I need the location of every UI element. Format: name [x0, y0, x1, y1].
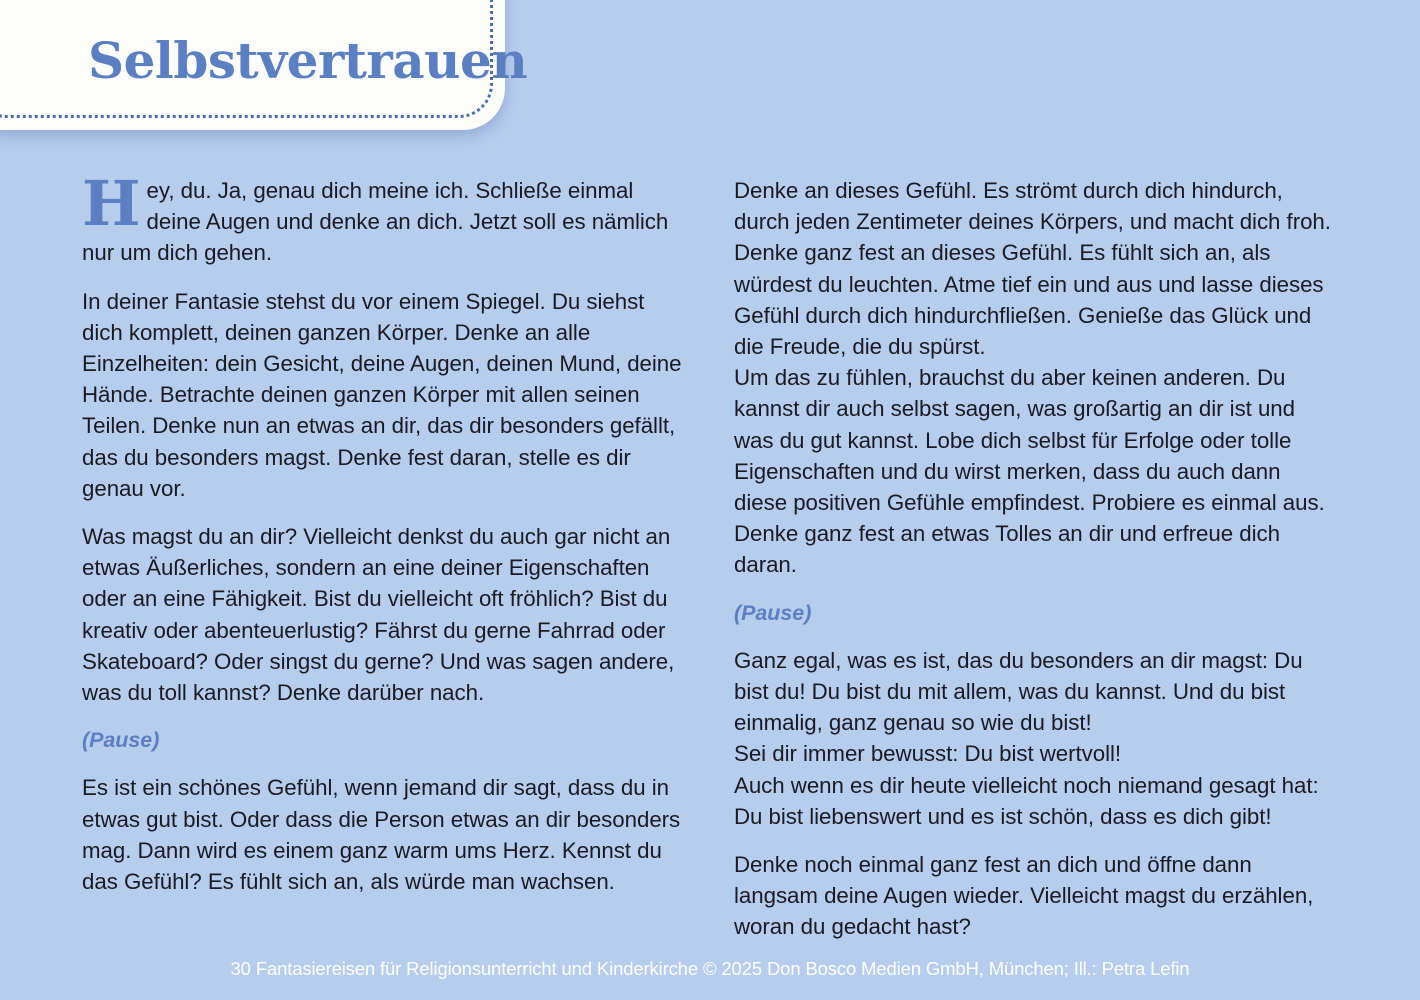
left-column [82, 167, 686, 914]
paragraph-text: ey, du. Ja, genau dich meine ich. Schließe einmal deine Augen und denke an dich. Jetzt soll es nämlich nur um dich gehen. [82, 178, 669, 266]
paragraph-qualities: Was magst du an dir? Vielleicht denkst du auch gar nicht an etwas Äußerliches, sondern an eine deiner Eigenschaften oder an eine Fähigkeit. Bist du vielleicht oft fröhlich? Bist du kreativ oder abenteuerlustig? Fährst du gerne Fahrrad oder Skateboard? Oder singst du gerne? Und was sagen andere, was du toll kannst? Denke darüber nach. [82, 524, 675, 706]
paragraph-self-praise: Um das zu fühlen, brauchst du aber keinen anderen. Du kannst dir auch selbst sagen, was großartig an dir ist und was du gut kannst. Lobe dich selbst für Erfolge oder tolle Eigenschaften und du wirst merken, dass du auch dann diese positiven Gefühle empfindest. Probiere es einmal aus. Denke ganz fest an etwas Tolles an dir und erfreue dich daran. [734, 365, 1325, 578]
affirmation-line: Auch wenn es dir heute vielleicht noch niemand gesagt hat: Du bist liebenswert und es ist schön, dass es dich gibt! [734, 772, 1319, 829]
paragraph-feeling: Denke an dieses Gefühl. Es strömt durch dich hindurch, durch jeden Zentimeter deines Körpers, und macht dich froh. Denke ganz fest an dieses Gefühl. Es fühlt sich an, als würdest du leuchten. Atme tief ein und aus und lasse dieses Gefühl durch dich hindurchfließen. Genieße das Glück und die Freude, die du spürst. [734, 178, 1331, 360]
pause-marker-left: (Pause) [82, 728, 160, 753]
title-plaque [0, 0, 528, 130]
footer-credit: 30 Fantasiereisen für Religionsunterricht und Kinderkirche © 2025 Don Bosco Medien GmbH, München; Ill.: Petra Lefin [230, 958, 1190, 979]
right-column [734, 175, 1338, 960]
affirmation-line: Sei dir immer bewusst: Du bist wertvoll! [734, 741, 1122, 767]
paragraph-affirmations [734, 645, 1338, 832]
paragraph-intro [82, 167, 686, 269]
page-title: Selbstvertrauen [88, 31, 528, 90]
affirmation-line: Ganz egal, was es ist, das du besonders an dir magst: Du bist du! Du bist du mit allem, was du kannst. Und du bist einmalig, ganz genau so wie du bist! [734, 647, 1303, 736]
paragraph-mirror: In deiner Fantasie stehst du vor einem Spiegel. Du siehst dich komplett, deinen ganzen Körper. Denke an alle Einzelheiten: dein Gesicht, deine Augen, deinen Mund, deine Hände. Betrachte deinen ganzen Körper mit allen seinen Teilen. Denke nun an etwas an dir, das dir besonders gefällt, das du besonders magst. Denke fest daran, stelle es dir genau vor. [82, 288, 682, 501]
pause-marker-right: (Pause) [734, 600, 812, 625]
paragraph-closing: Denke noch einmal ganz fest an dich und öffne dann langsam deine Augen wieder. Vielleicht magst du erzählen, woran du gedacht hast? [734, 852, 1314, 940]
paragraph-praise: Es ist ein schönes Gefühl, wenn jemand dir sagt, dass du in etwas gut bist. Oder dass die Person etwas an dir besonders mag. Dann wird es einem ganz warm ums Herz. Kennst du das Gefühl? Es fühlt sich an, als würde man wachsen. [82, 775, 681, 895]
drop-cap-letter: H [82, 167, 141, 240]
article-body [0, 167, 1420, 940]
